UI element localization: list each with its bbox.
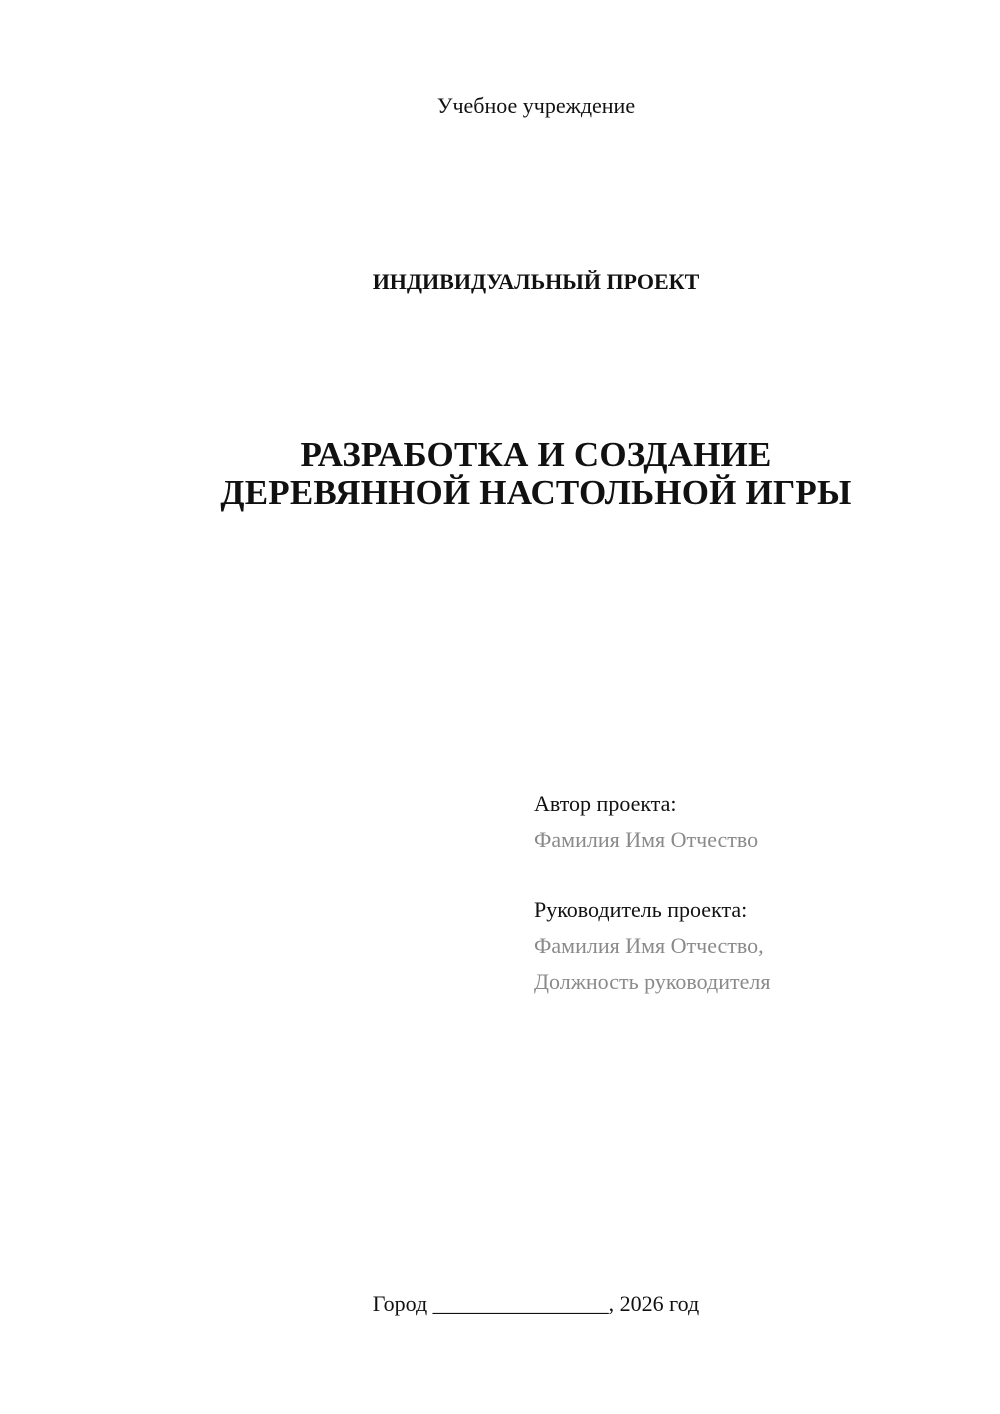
project-title-line-1: РАЗРАБОТКА И СОЗДАНИЕ: [300, 435, 772, 474]
supervisor-block: [534, 892, 770, 1000]
institution-name: Учебное учреждение: [436, 93, 636, 118]
project-title: [0, 436, 1000, 512]
project-title-line-2: ДЕРЕВЯННОЙ НАСТОЛЬНОЙ ИГРЫ: [220, 473, 852, 512]
author-block: [534, 786, 758, 858]
author-name: Фамилия Имя Отчество: [534, 827, 759, 852]
city-year-line: Город ________________, 2026 год: [372, 1291, 700, 1316]
supervisor-name: Фамилия Имя Отчество,: [534, 933, 764, 958]
author-label: Автор проекта:: [534, 791, 677, 816]
supervisor-position: Должность руководителя: [534, 969, 771, 994]
supervisor-label: Руководитель проекта:: [534, 897, 748, 922]
document-type: ИНДИВИДУАЛЬНЫЙ ПРОЕКТ: [372, 269, 700, 294]
